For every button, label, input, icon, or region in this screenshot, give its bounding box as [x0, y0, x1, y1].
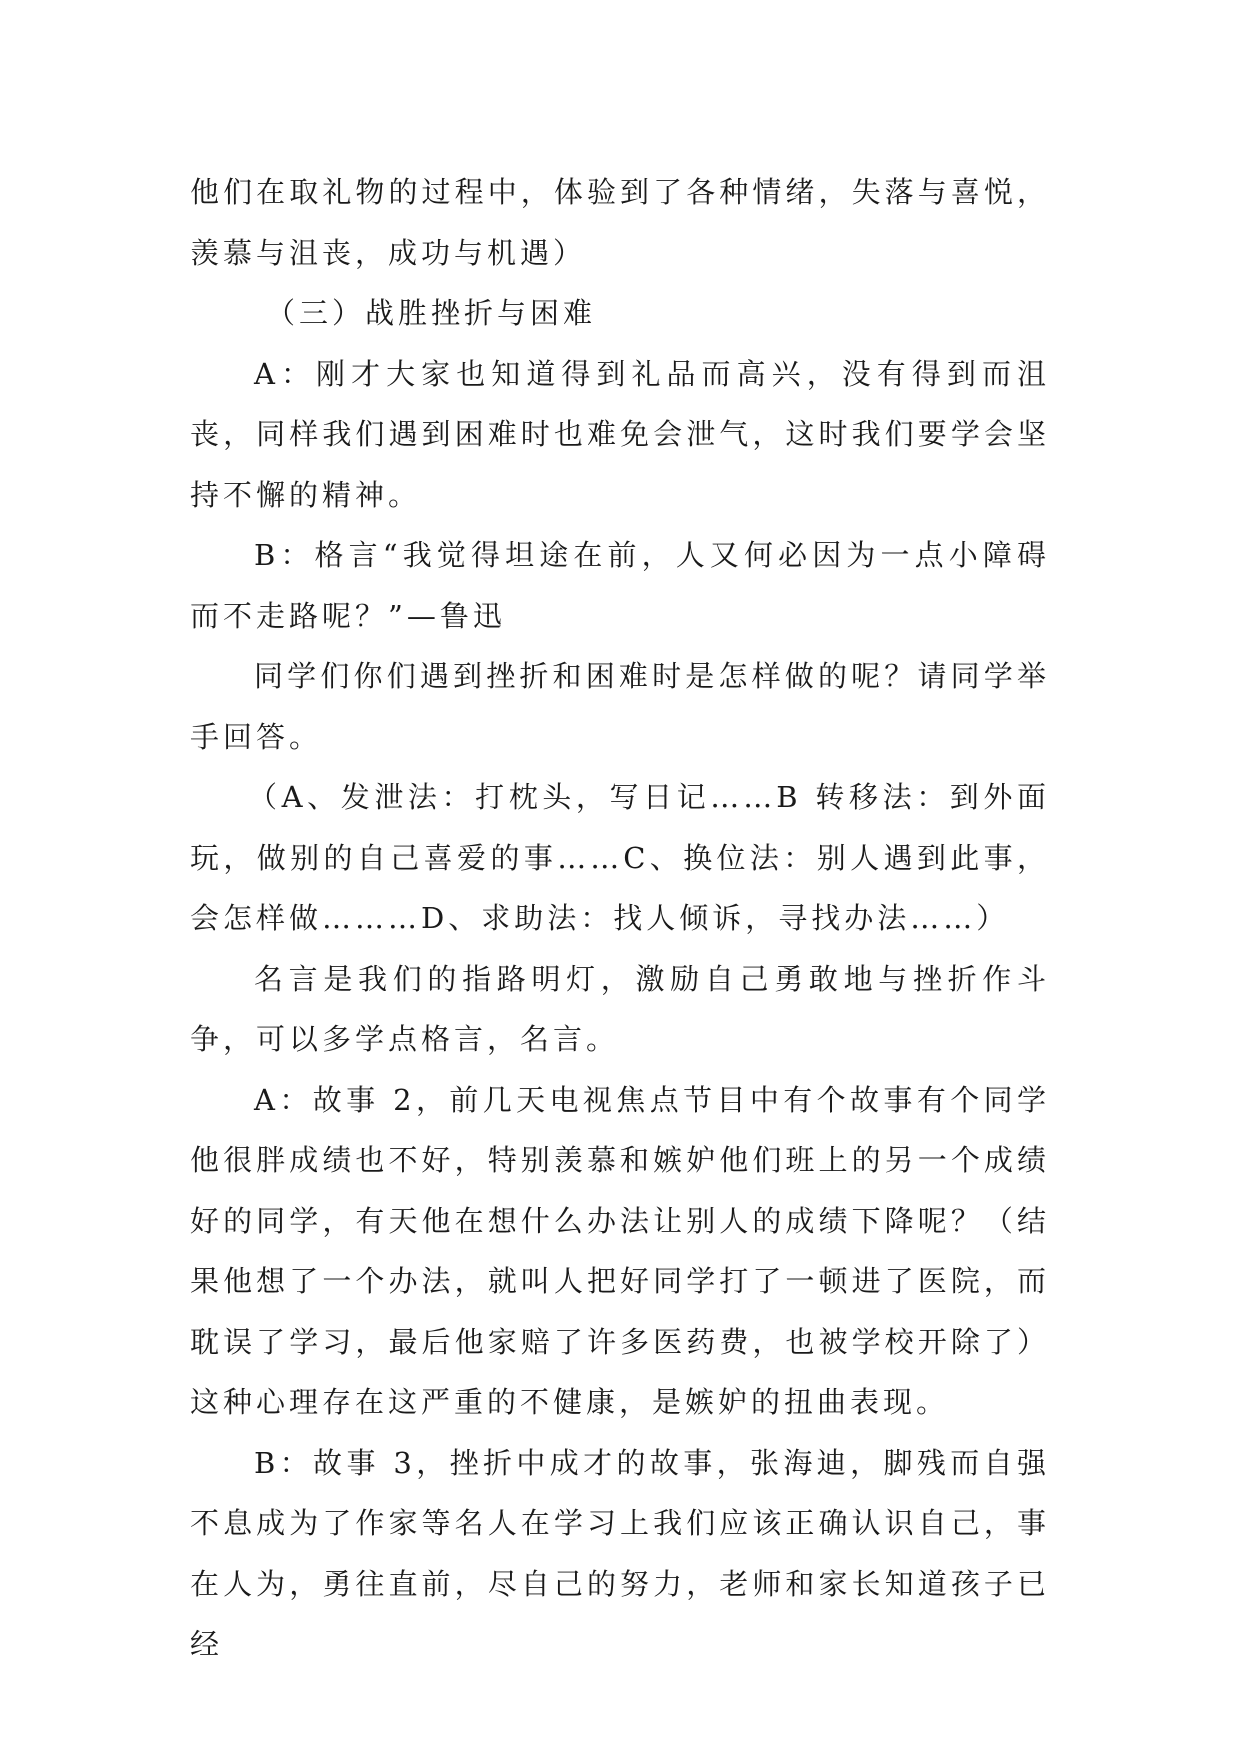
paragraph: 名言是我们的指路明灯，激励自己勇敢地与挫折作斗争，可以多学点格言，名言。 [190, 961, 1050, 1056]
section-heading: （三）战胜挫折与困难 [266, 296, 597, 330]
paragraph: B：故事 3，挫折中成才的故事，张海迪，脚残而自强不息成为了作家等名人在学习上我们应该正确认识自己，事在人为，勇往直前，尽自己的努力，老师和家长知道孩子已经 [190, 1445, 1050, 1661]
paragraph: B：格言“我觉得坦途在前，人又何必因为一点小障碍而不走路呢？”—鲁迅 [190, 538, 1050, 633]
paragraph: 他们在取礼物的过程中，体验到了各种情绪，失落与喜悦，羡慕与沮丧，成功与机遇） [190, 175, 1050, 270]
paragraph: A：故事 2，前几天电视焦点节目中有个故事有个同学他很胖成绩也不好，特别羡慕和嫉妒他们班上的另一个成绩好的同学，有天他在想什么办法让别人的成绩下降呢？（结果他想了一个办法，就叫人把好同学打了一顿进了医院，而耽误了学习，最后他家赔了许多医药费，也被学校开除了）这种心理存在这严重的不健康，是嫉妒的扭曲表现。 [190, 1082, 1050, 1419]
paragraph: 同学们你们遇到挫折和困难时是怎样做的呢？请同学举手回答。 [190, 659, 1050, 754]
document-body [190, 162, 1050, 1675]
paragraph: A：刚才大家也知道得到礼品而高兴，没有得到而沮丧，同样我们遇到困难时也难免会泄气，这时我们要学会坚持不懈的精神。 [190, 356, 1050, 512]
paragraph: （A、发泄法：打枕头，写日记……B 转移法：到外面玩，做别的自己喜爱的事……C、换位法：别人遇到此事，会怎样做………D、求助法：找人倾诉，寻找办法……） [190, 780, 1050, 935]
